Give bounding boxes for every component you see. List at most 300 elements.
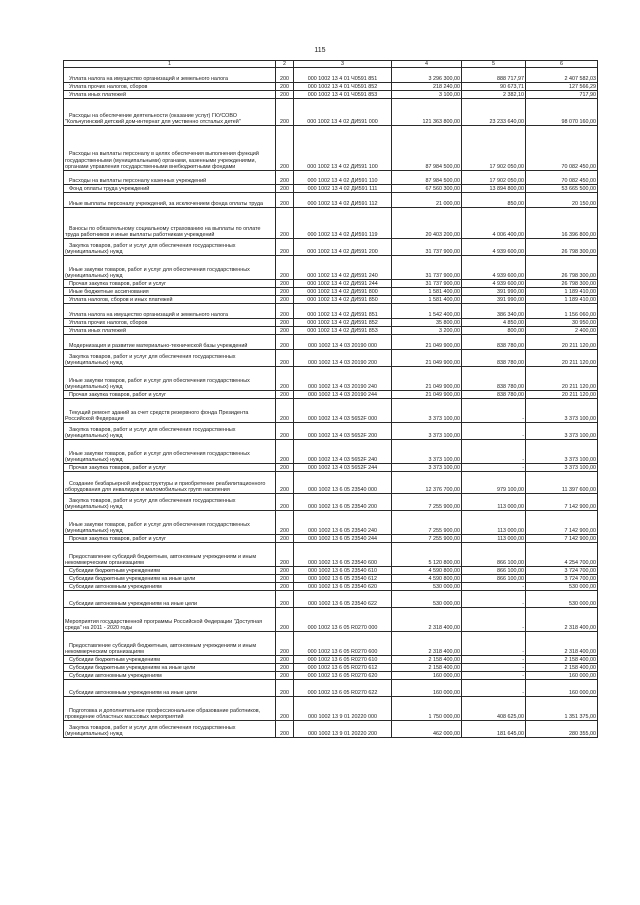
- unexecuted-amount: 20 211 120,00: [561, 343, 596, 349]
- table-row: [64, 256, 598, 280]
- table-row: [64, 591, 598, 608]
- line-code: 200: [280, 119, 289, 125]
- budget-classification-code: 000 1002 13 6 05 23540 622: [308, 601, 377, 607]
- budget-classification-code: 000 1002 13 4 02 ДИ591 850: [307, 297, 378, 303]
- budget-item-name: Субсидии бюджетным учреждениям: [69, 657, 160, 663]
- line-code: 200: [280, 343, 289, 349]
- table-row: [64, 91, 598, 99]
- approved-amount: 530 000,00: [433, 584, 460, 590]
- approved-amount: 31 737 900,00: [425, 281, 460, 287]
- approved-amount: 3 373 100,00: [428, 457, 460, 463]
- budget-item-name: Иные бюджетные ассигнования: [69, 289, 149, 295]
- unexecuted-amount: 3 373 100,00: [564, 465, 596, 471]
- approved-amount: 1 750 000,00: [428, 714, 460, 720]
- budget-item-name: Уплата прочих налогов, сборов: [69, 320, 148, 326]
- table-row: [64, 656, 598, 664]
- unexecuted-amount: 2 400,00: [575, 328, 596, 334]
- unexecuted-amount: 26 798 300,00: [561, 281, 596, 287]
- budget-classification-code: 000 1002 13 4 02 ДИ591 111: [307, 186, 378, 192]
- budget-classification-code: 000 1002 13 4 03 20190 244: [308, 392, 377, 398]
- executed-amount: 4 939 600,00: [492, 249, 524, 255]
- line-code: 200: [280, 164, 289, 170]
- approved-amount: 87 984 500,00: [425, 178, 460, 184]
- column-header-2: 2: [276, 61, 294, 68]
- approved-amount: 1 581 400,00: [428, 289, 460, 295]
- unexecuted-amount: 2 407 582,03: [564, 76, 596, 82]
- executed-amount: -: [522, 465, 524, 471]
- table-row: [64, 304, 598, 319]
- approved-amount: 35 800,00: [436, 320, 460, 326]
- unexecuted-amount: 20 211 120,00: [561, 384, 596, 390]
- line-code: 200: [280, 384, 289, 390]
- executed-amount: 23 233 640,00: [489, 119, 524, 125]
- executed-amount: 17 902 050,00: [489, 164, 524, 170]
- unexecuted-amount: 2 318 400,00: [564, 625, 596, 631]
- executed-amount: 838 780,00: [497, 384, 524, 390]
- budget-item-name: Иные закупки товаров, работ и услуг для обеспечения государственных (муниципальных) нужд: [65, 377, 250, 390]
- line-code: 200: [280, 76, 289, 82]
- budget-classification-code: 000 1002 13 4 02 ДИ591 110: [307, 178, 378, 184]
- executed-amount: 800,00: [507, 328, 524, 334]
- line-code: 200: [280, 433, 289, 439]
- budget-classification-code: 000 1002 13 6 05 R0270 600: [307, 649, 378, 655]
- table-row: [64, 440, 598, 464]
- approved-amount: 87 984 500,00: [425, 164, 460, 170]
- budget-item-name: Прочая закупка товаров, работ и услуг: [69, 536, 167, 542]
- executed-amount: 866 100,00: [497, 568, 524, 574]
- approved-amount: 3 373 100,00: [428, 416, 460, 422]
- executed-amount: -: [522, 665, 524, 671]
- executed-amount: 838 780,00: [497, 360, 524, 366]
- executed-amount: 181 645,00: [497, 731, 524, 737]
- table-row: [64, 583, 598, 591]
- executed-amount: -: [522, 584, 524, 590]
- table-row: [64, 494, 598, 511]
- unexecuted-amount: 1 189 410,00: [564, 297, 596, 303]
- line-code: 200: [280, 584, 289, 590]
- budget-execution-table: [63, 60, 598, 738]
- budget-classification-code: 000 1002 13 4 02 ДИ591 244: [307, 281, 378, 287]
- table-row: [64, 608, 598, 632]
- approved-amount: 5 120 800,00: [428, 560, 460, 566]
- approved-amount: 3 373 100,00: [428, 465, 460, 471]
- table-row: [64, 296, 598, 304]
- approved-amount: 12 376 700,00: [425, 487, 460, 493]
- budget-classification-code: 000 1002 13 6 05 23540 244: [308, 536, 377, 542]
- unexecuted-amount: 70 082 450,00: [561, 164, 596, 170]
- budget-classification-code: 000 1002 13 4 01 Ч0591 853: [307, 92, 378, 98]
- executed-amount: 391 990,00: [497, 297, 524, 303]
- executed-amount: 90 673,71: [500, 84, 524, 90]
- budget-item-name: Закупка товаров, работ и услуг для обеспечения государственных (муниципальных) нужд: [65, 426, 236, 439]
- line-code: 200: [280, 178, 289, 184]
- approved-amount: 4 590 800,00: [428, 576, 460, 582]
- budget-classification-code: 000 1002 13 6 05 R0270 622: [307, 690, 378, 696]
- budget-item-name: Фонд оплаты труда учреждений: [69, 186, 150, 192]
- line-code: 200: [280, 297, 289, 303]
- budget-item-name: Уплата налогов, сборов и иных платежей: [69, 297, 173, 303]
- line-code: 200: [280, 649, 289, 655]
- line-code: 200: [280, 665, 289, 671]
- column-header-5: 5: [462, 61, 526, 68]
- table-row: [64, 335, 598, 350]
- line-code: 200: [280, 536, 289, 542]
- table-row: [64, 99, 598, 126]
- unexecuted-amount: 26 798 300,00: [561, 273, 596, 279]
- line-code: 200: [280, 576, 289, 582]
- unexecuted-amount: 20 211 120,00: [561, 392, 596, 398]
- table-row: [64, 423, 598, 440]
- table-row: [64, 68, 598, 83]
- unexecuted-amount: 2 158 400,00: [564, 657, 596, 663]
- budget-classification-code: 000 1002 13 4 01 Ч0591 852: [307, 84, 378, 90]
- unexecuted-amount: 530 000,00: [569, 584, 596, 590]
- table-row: [64, 350, 598, 367]
- unexecuted-amount: 717,90: [579, 92, 596, 98]
- table-row: [64, 126, 598, 171]
- budget-classification-code: 000 1002 13 6 05 23540 610: [308, 568, 377, 574]
- budget-classification-code: 000 1002 13 6 05 R0270 000: [307, 625, 378, 631]
- column-header-3: 3: [294, 61, 392, 68]
- approved-amount: 1 581 400,00: [428, 297, 460, 303]
- column-header-4: 4: [392, 61, 462, 68]
- executed-amount: 4 006 400,00: [492, 232, 524, 238]
- budget-item-name: Уплата налога на имущество организаций и земельного налога: [69, 312, 228, 318]
- budget-classification-code: 000 1002 13 4 03 20190 240: [308, 384, 377, 390]
- page-number: 115: [314, 47, 326, 54]
- unexecuted-amount: 2 318 400,00: [564, 649, 596, 655]
- table-row: [64, 280, 598, 288]
- budget-classification-code: 000 1002 13 4 02 ДИ591 119: [307, 232, 378, 238]
- line-code: 200: [280, 690, 289, 696]
- budget-classification-code: 000 1002 13 6 05 23540 200: [308, 504, 377, 510]
- line-code: 200: [280, 487, 289, 493]
- budget-item-name: Мероприятия государственной программы Российской Федерации "Доступная среда" на 2011 - 2020 годы: [65, 618, 263, 631]
- unexecuted-amount: 1 189 410,00: [564, 289, 596, 295]
- budget-classification-code: 000 1002 13 6 05 23540 240: [308, 528, 377, 534]
- approved-amount: 121 363 800,00: [422, 119, 460, 125]
- table-body: [64, 68, 598, 738]
- approved-amount: 21 049 900,00: [425, 360, 460, 366]
- column-header-1: 1: [64, 61, 276, 68]
- executed-amount: 113 000,00: [497, 504, 524, 510]
- budget-classification-code: 000 1002 13 9 01 20220 000: [308, 714, 377, 720]
- unexecuted-amount: 11 397 600,00: [561, 487, 596, 493]
- executed-amount: 391 990,00: [497, 289, 524, 295]
- budget-item-name: Субсидии бюджетным учреждениям: [69, 568, 160, 574]
- unexecuted-amount: 160 000,00: [569, 690, 596, 696]
- budget-classification-code: 000 1002 13 4 02 ДИ591 200: [307, 249, 378, 255]
- line-code: 200: [280, 714, 289, 720]
- budget-classification-code: 000 1002 13 4 02 ДИ591 852: [307, 320, 378, 326]
- line-code: 200: [280, 528, 289, 534]
- budget-item-name: Закупка товаров, работ и услуг для обеспечения государственных (муниципальных) нужд: [65, 724, 236, 737]
- budget-item-name: Текущий ремонт зданий за счет средств резервного фонда Президента Российской Федерации: [65, 409, 249, 422]
- approved-amount: 21 049 900,00: [425, 392, 460, 398]
- line-code: 200: [280, 320, 289, 326]
- approved-amount: 7 255 900,00: [428, 504, 460, 510]
- table-row: [64, 672, 598, 680]
- budget-item-name: Закупка товаров, работ и услуг для обеспечения государственных (муниципальных) нужд: [65, 242, 236, 255]
- line-code: 200: [280, 273, 289, 279]
- unexecuted-amount: 3 373 100,00: [564, 433, 596, 439]
- executed-amount: 4 850,00: [503, 320, 524, 326]
- budget-classification-code: 000 1002 13 6 05 23540 000: [308, 487, 377, 493]
- table-row: [64, 367, 598, 391]
- unexecuted-amount: 4 254 700,00: [564, 560, 596, 566]
- line-code: 200: [280, 568, 289, 574]
- budget-item-name: Иные закупки товаров, работ и услуг для обеспечения государственных (муниципальных) нужд: [65, 450, 250, 463]
- budget-classification-code: 000 1002 13 6 05 23540 612: [308, 576, 377, 582]
- budget-item-name: Субсидии бюджетным учреждениям на иные цели: [69, 665, 196, 671]
- executed-amount: 17 902 050,00: [489, 178, 524, 184]
- unexecuted-amount: 7 142 900,00: [564, 504, 596, 510]
- line-code: 200: [280, 560, 289, 566]
- unexecuted-amount: 530 000,00: [569, 601, 596, 607]
- approved-amount: 1 542 400,00: [428, 312, 460, 318]
- line-code: 200: [280, 465, 289, 471]
- budget-item-name: Закупка товаров, работ и услуг для обеспечения государственных (муниципальных) нужд: [65, 497, 236, 510]
- table-row: [64, 567, 598, 575]
- table-row: [64, 193, 598, 208]
- unexecuted-amount: 3 724 700,00: [564, 576, 596, 582]
- budget-item-name: Субсидии бюджетным учреждениям на иные цели: [69, 576, 196, 582]
- executed-amount: 408 625,00: [497, 714, 524, 720]
- table-row: [64, 288, 598, 296]
- line-code: 200: [280, 625, 289, 631]
- line-code: 200: [280, 281, 289, 287]
- approved-amount: 21 049 900,00: [425, 343, 460, 349]
- executed-amount: 838 780,00: [497, 392, 524, 398]
- executed-amount: -: [522, 601, 524, 607]
- budget-item-name: Прочая закупка товаров, работ и услуг: [69, 281, 167, 287]
- table-row: [64, 472, 598, 494]
- unexecuted-amount: 1 351 375,00: [564, 714, 596, 720]
- unexecuted-amount: 3 724 700,00: [564, 568, 596, 574]
- budget-classification-code: 000 1002 13 4 02 ДИ591 853: [307, 328, 378, 334]
- line-code: 200: [280, 457, 289, 463]
- unexecuted-amount: 70 082 450,00: [561, 178, 596, 184]
- budget-classification-code: 000 1002 13 6 05 R0270 612: [307, 665, 378, 671]
- budget-item-name: Уплата налога на имущество организаций и земельного налога: [69, 76, 228, 82]
- approved-amount: 2 318 400,00: [428, 649, 460, 655]
- approved-amount: 21 049 900,00: [425, 384, 460, 390]
- budget-item-name: Предоставление субсидий бюджетным, автономным учреждениям и иным некоммерческим организациям: [65, 553, 257, 566]
- approved-amount: 3 200,00: [439, 328, 460, 334]
- budget-item-name: Расходы на выплаты персоналу в целях обеспечения выполнения функций государственными (муниципальными) органами, казенными учреждениями, органами управления государственными внебюджетными фондами: [65, 151, 259, 170]
- executed-amount: -: [522, 657, 524, 663]
- table-row: [64, 208, 598, 239]
- column-number-row: [64, 61, 598, 68]
- line-code: 200: [280, 232, 289, 238]
- approved-amount: 20 403 200,00: [425, 232, 460, 238]
- budget-item-name: Взносы по обязательному социальному страхованию на выплаты по оплате труда работников и иные выплаты работникам учреждений: [65, 225, 261, 238]
- executed-amount: 386 340,00: [497, 312, 524, 318]
- line-code: 200: [280, 601, 289, 607]
- executed-amount: 13 894 800,00: [489, 186, 524, 192]
- executed-amount: 113 000,00: [497, 528, 524, 534]
- budget-classification-code: 000 1002 13 4 03 20190 000: [308, 343, 377, 349]
- executed-amount: 888 717,97: [497, 76, 524, 82]
- budget-item-name: Закупка товаров, работ и услуг для обеспечения государственных (муниципальных) нужд: [65, 353, 236, 366]
- budget-classification-code: 000 1002 13 6 05 23540 620: [308, 584, 377, 590]
- budget-item-name: Субсидии автономным учреждениям: [69, 673, 162, 679]
- table-row: [64, 697, 598, 721]
- budget-item-name: Иные закупки товаров, работ и услуг для обеспечения государственных (муниципальных) нужд: [65, 266, 250, 279]
- approved-amount: 3 100,00: [439, 92, 460, 98]
- budget-item-name: Прочая закупка товаров, работ и услуг: [69, 465, 167, 471]
- unexecuted-amount: 7 142 900,00: [564, 536, 596, 542]
- line-code: 200: [280, 201, 289, 207]
- line-code: 200: [280, 731, 289, 737]
- unexecuted-amount: 53 665 500,00: [561, 186, 596, 192]
- approved-amount: 530 000,00: [433, 601, 460, 607]
- unexecuted-amount: 1 156 060,00: [564, 312, 596, 318]
- approved-amount: 21 000,00: [436, 201, 460, 207]
- unexecuted-amount: 20 150,00: [572, 201, 596, 207]
- line-code: 200: [280, 416, 289, 422]
- line-code: 200: [280, 312, 289, 318]
- table-row: [64, 399, 598, 423]
- budget-item-name: Субсидии автономным учреждениям на иные цели: [69, 601, 198, 607]
- unexecuted-amount: 7 142 900,00: [564, 528, 596, 534]
- budget-classification-code: 000 1002 13 4 03 5652F 000: [307, 416, 378, 422]
- executed-amount: 4 939 600,00: [492, 281, 524, 287]
- budget-item-name: Уплата иных платежей: [69, 92, 126, 98]
- table-row: [64, 171, 598, 185]
- budget-classification-code: 000 1002 13 4 03 5652F 240: [307, 457, 378, 463]
- executed-amount: 2 382,10: [503, 92, 524, 98]
- budget-classification-code: 000 1002 13 4 03 20190 200: [308, 360, 377, 366]
- unexecuted-amount: 3 373 100,00: [564, 457, 596, 463]
- approved-amount: 67 560 300,00: [425, 186, 460, 192]
- line-code: 200: [280, 360, 289, 366]
- line-code: 200: [280, 504, 289, 510]
- approved-amount: 31 737 900,00: [425, 249, 460, 255]
- budget-classification-code: 000 1002 13 6 05 R0270 610: [307, 657, 378, 663]
- unexecuted-amount: 16 396 800,00: [561, 232, 596, 238]
- table-row: [64, 239, 598, 256]
- table-row: [64, 391, 598, 399]
- executed-amount: 4 939 600,00: [492, 273, 524, 279]
- line-code: 200: [280, 673, 289, 679]
- line-code: 200: [280, 657, 289, 663]
- budget-classification-code: 000 1002 13 4 02 ДИ591 100: [307, 164, 378, 170]
- approved-amount: 3 373 100,00: [428, 433, 460, 439]
- table-row: [64, 319, 598, 327]
- table-row: [64, 83, 598, 91]
- table-row: [64, 185, 598, 193]
- approved-amount: 218 240,00: [433, 84, 460, 90]
- table-row: [64, 543, 598, 567]
- line-code: 200: [280, 186, 289, 192]
- executed-amount: 866 100,00: [497, 560, 524, 566]
- budget-item-name: Иные закупки товаров, работ и услуг для обеспечения государственных (муниципальных) нужд: [65, 521, 250, 534]
- executed-amount: -: [522, 457, 524, 463]
- approved-amount: 2 318 400,00: [428, 625, 460, 631]
- budget-item-name: Модернизация и развитие материально-технической базы учреждений: [69, 343, 248, 349]
- executed-amount: -: [522, 673, 524, 679]
- budget-item-name: Подготовка и дополнительное профессиональное образование работников, проведение областных массовых мероприятий: [65, 707, 261, 720]
- budget-classification-code: 000 1002 13 4 03 5652F 200: [307, 433, 378, 439]
- budget-classification-code: 000 1002 13 4 02 ДИ591 800: [307, 289, 378, 295]
- executed-amount: -: [522, 625, 524, 631]
- unexecuted-amount: 30 950,00: [572, 320, 596, 326]
- budget-item-name: Уплата прочих налогов, сборов: [69, 84, 148, 90]
- budget-classification-code: 000 1002 13 9 01 20220 200: [308, 731, 377, 737]
- budget-classification-code: 000 1002 13 6 05 23540 600: [308, 560, 377, 566]
- approved-amount: 2 158 400,00: [428, 665, 460, 671]
- table-row: [64, 575, 598, 583]
- table-row: [64, 327, 598, 335]
- budget-classification-code: 000 1002 13 4 02 ДИ591 112: [307, 201, 378, 207]
- unexecuted-amount: 98 070 160,00: [561, 119, 596, 125]
- budget-item-name: Расходы на обеспечение деятельности (оказание услуг) ГКУСОВО "Кольчугинский детский дом-интернат для умственно отсталых детей": [65, 112, 241, 125]
- budget-item-name: Иные выплаты персоналу учреждений, за исключением фонда оплаты труда: [69, 201, 263, 207]
- approved-amount: 160 000,00: [433, 690, 460, 696]
- column-header-6: 6: [526, 61, 598, 68]
- approved-amount: 7 255 900,00: [428, 536, 460, 542]
- executed-amount: 866 100,00: [497, 576, 524, 582]
- table-row: [64, 632, 598, 656]
- table-row: [64, 664, 598, 672]
- line-code: 200: [280, 392, 289, 398]
- table-row: [64, 535, 598, 543]
- executed-amount: 113 000,00: [497, 536, 524, 542]
- budget-item-name: Прочая закупка товаров, работ и услуг: [69, 392, 167, 398]
- approved-amount: 3 296 300,00: [428, 76, 460, 82]
- budget-item-name: Субсидии автономным учреждениям: [69, 584, 162, 590]
- budget-classification-code: 000 1002 13 4 01 Ч0591 851: [307, 76, 378, 82]
- approved-amount: 2 158 400,00: [428, 657, 460, 663]
- unexecuted-amount: 2 158 400,00: [564, 665, 596, 671]
- line-code: 200: [280, 84, 289, 90]
- approved-amount: 462 000,00: [433, 731, 460, 737]
- line-code: 200: [280, 92, 289, 98]
- executed-amount: 979 100,00: [497, 487, 524, 493]
- budget-item-name: Субсидии автономным учреждениям на иные цели: [69, 690, 198, 696]
- line-code: 200: [280, 249, 289, 255]
- budget-classification-code: 000 1002 13 4 02 ДИ591 851: [307, 312, 378, 318]
- table-row: [64, 721, 598, 738]
- table-row: [64, 511, 598, 535]
- approved-amount: 4 590 800,00: [428, 568, 460, 574]
- executed-amount: -: [522, 690, 524, 696]
- budget-classification-code: 000 1002 13 4 02 ДИ591 240: [307, 273, 378, 279]
- approved-amount: 7 255 900,00: [428, 528, 460, 534]
- approved-amount: 160 000,00: [433, 673, 460, 679]
- executed-amount: 850,00: [507, 201, 524, 207]
- unexecuted-amount: 20 211 120,00: [561, 360, 596, 366]
- executed-amount: -: [522, 433, 524, 439]
- approved-amount: 31 737 900,00: [425, 273, 460, 279]
- line-code: 200: [280, 328, 289, 334]
- budget-classification-code: 000 1002 13 4 03 5652F 244: [307, 465, 378, 471]
- budget-item-name: Предоставление субсидий бюджетным, автономным учреждениям и иным некоммерческим организациям: [65, 642, 257, 655]
- budget-item-name: Уплата иных платежей: [69, 328, 126, 334]
- line-code: 200: [280, 289, 289, 295]
- table-row: [64, 680, 598, 697]
- budget-classification-code: 000 1002 13 6 05 R0270 620: [307, 673, 378, 679]
- executed-amount: 838 780,00: [497, 343, 524, 349]
- table-row: [64, 464, 598, 472]
- budget-classification-code: 000 1002 13 4 02 ДИ591 000: [307, 119, 378, 125]
- unexecuted-amount: 127 566,29: [569, 84, 596, 90]
- unexecuted-amount: 26 798 300,00: [561, 249, 596, 255]
- unexecuted-amount: 280 355,00: [569, 731, 596, 737]
- budget-item-name: Расходы на выплаты персоналу казенных учреждений: [69, 178, 207, 184]
- unexecuted-amount: 160 000,00: [569, 673, 596, 679]
